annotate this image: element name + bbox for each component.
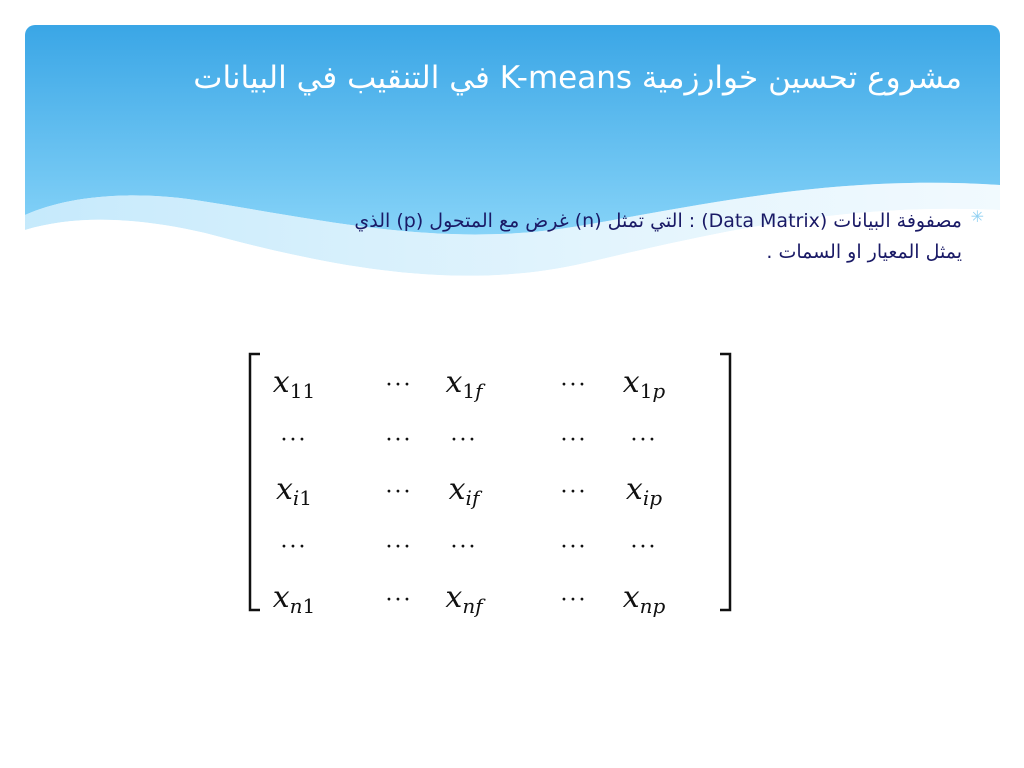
matrix-cell: $x_{1p}$ [622,365,666,403]
matrix-cell: ··· [560,373,588,398]
matrix-cell: ··· [630,428,658,453]
matrix-cell: $x_{if}$ [448,472,480,510]
matrix-cell: ··· [450,535,478,560]
matrix-cell: ··· [280,428,308,453]
bullet-text-line1: مصفوفة البيانات (Data Matrix) : التي تمثل (n) غرض مع المتحول (p) الذي [354,210,962,232]
matrix-cell: ··· [385,373,413,398]
bullet-item [62,205,984,267]
asterisk-bullet-icon: ✳ [970,207,984,226]
matrix-cell: ··· [560,480,588,505]
matrix-cell: ··· [450,428,478,453]
matrix-cell: $x_{ip}$ [625,472,663,510]
matrix-cell: $x_{11}$ [272,365,316,403]
matrix-cell: $x_{nf}$ [445,580,483,618]
matrix-cell: ··· [385,535,413,560]
matrix-cell: $x_{np}$ [622,580,666,618]
matrix-cell: ··· [385,480,413,505]
matrix-cell: $x_{i1}$ [275,472,313,510]
matrix-cell: ··· [385,428,413,453]
slide-title: مشروع تحسين خوارزمية K-means في التنقيب في البيانات [193,60,962,96]
data-matrix [244,350,736,618]
matrix-cell: ··· [560,535,588,560]
matrix-cell: ··· [560,588,588,613]
matrix-cell: $x_{n1}$ [272,580,316,618]
matrix-cell: ··· [385,588,413,613]
matrix-cell: $x_{1f}$ [445,365,483,403]
bullet-text-line2: يمثل المعيار او السمات . [766,241,962,263]
matrix-cell: ··· [280,535,308,560]
matrix-cell: ··· [560,428,588,453]
matrix-cell: ··· [630,535,658,560]
